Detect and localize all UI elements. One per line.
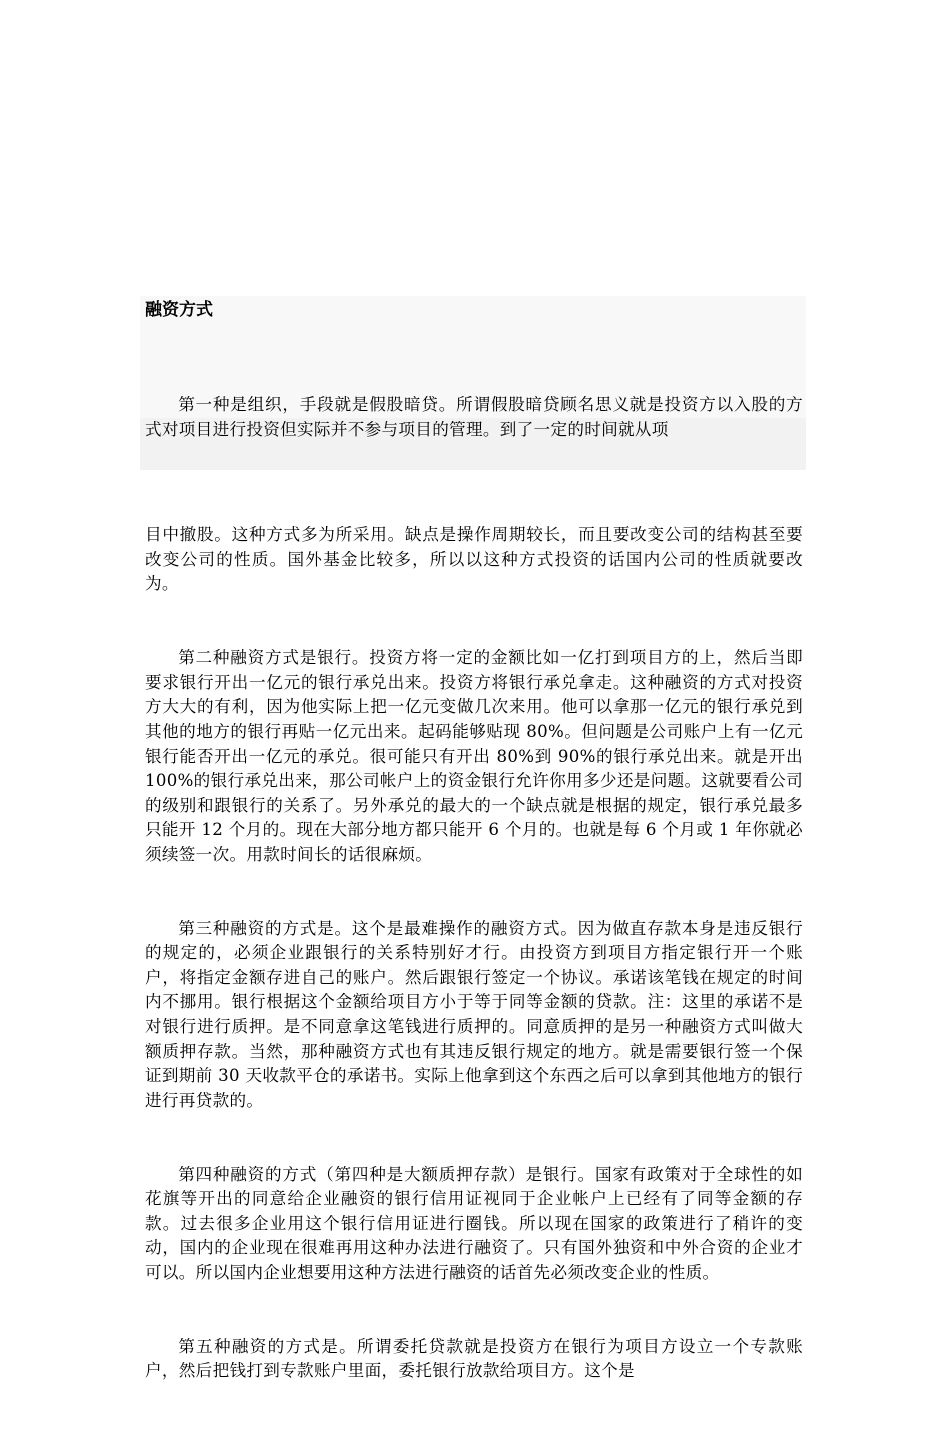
paragraph-1-start: 第一种是组织，手段就是假股暗贷。所谓假股暗贷顾名思义就是投资方以入股的方式对项目进行投资但实际并不参与项目的管理。到了一定的时间就从项 [145,395,803,439]
document-body [145,474,809,1433]
paragraph-3: 第三种融资的方式是。这个是最难操作的融资方式。因为做直存款本身是违反银行的规定的，必须企业跟银行的关系特别好才行。由投资方到项目方指定银行开一个账户，将指定金额存进自己的账户。然后跟银行签定一个协议。承诺该笔钱在规定的时间内不挪用。银行根据这个金额给项目方小于等于同等金额的贷款。注：这里的承诺不是对银行进行质押。是不同意拿这笔钱进行质押的。同意质押的是另一种融资方式叫做大额质押存款。当然，那种融资方式也有其违反银行规定的地方。就是需要银行签一个保证到期前 30 天收款平仓的承诺书。实际上他拿到这个东西之后可以拿到其他地方的银行进行再贷款的。 [145,918,803,1110]
paragraph-5: 第五种融资的方式是。所谓委托贷款就是投资方在银行为项目方设立一个专款账户，然后把钱打到专款账户里面，委托银行放款给项目方。这个是 [145,1336,803,1381]
paragraph-1-part-1 [145,344,803,492]
paragraph-4: 第四种融资的方式（第四种是大额质押存款）是银行。国家有政策对于全球性的如花旗等开出的同意给企业融资的银行信用证视同于企业帐户上已经有了同等金额的存款。过去很多企业用这个银行信用证进行圈钱。所以现在国家的政策进行了稍许的变动，国内的企业现在很难再用这种办法进行融资了。只有国外独资和中外合资的企业才可以。所以国内企业想要用这种方法进行融资的话首先必须改变企业的性质。 [145,1164,803,1282]
paragraph-1-continuation: 目中撤股。这种方式多为所采用。缺点是操作周期较长，而且要改变公司的结构甚至要改变公司的性质。国外基金比较多，所以以这种方式投资的话国内公司的性质就要改为。 [145,525,803,594]
paragraph-2: 第二种融资方式是银行。投资方将一定的金额比如一亿打到项目方的上，然后当即要求银行开出一亿元的银行承兑出来。投资方将银行承兑拿走。这种融资的方式对投资方大大的有利，因为他实际上把一亿元变做几次来用。他可以拿那一亿元的银行承兑到其他的地方的银行再贴一亿元出来。起码能够贴现 80%。但问题是公司账户上有一亿元银行能否开出一亿元的承兑。很可能只有开出 80%到 90%的银行承兑出来。就是开出 100%的银行承兑出来，那公司帐户上的资金银行允许你用多少还是问题。这就要看公司的级别和跟银行的关系了。另外承兑的最大的一个缺点就是根据的规定，银行承兑最多只能开 12 个月的。现在大部分地方都只能开 6 个月的。也就是每 6 个月或 1 年你就必须续签一次。用款时间长的话很麻烦。 [145,648,809,864]
document-title: 融资方式 [145,300,213,320]
